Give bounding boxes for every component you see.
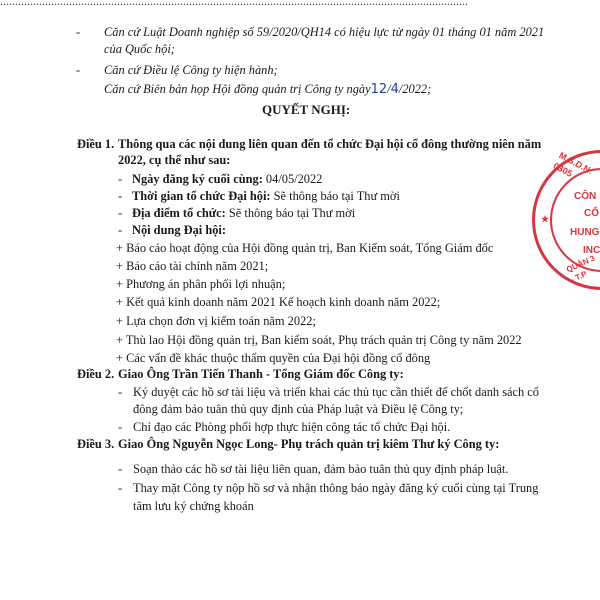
list-dash: - (118, 385, 123, 399)
list-dash: - (118, 189, 123, 203)
seal-arc-top-text: M.S.D.N: 0305 (551, 150, 595, 179)
agenda-line: + Báo cáo tài chính năm 2021; (116, 259, 269, 273)
preamble-law: Căn cứ Luật Doanh nghiệp số 59/2020/QH14 có hiệu lực từ ngày 01 tháng 01 năm 2021 (104, 25, 545, 39)
agenda-line: + Thù lao Hội đồng quản trị, Ban kiểm soát, Phụ trách quản trị Công ty năm 2022 (116, 333, 522, 347)
article-2-item-cont: đông đảm bảo tuân thủ quy định của Pháp luật và Điều lệ Công ty; (133, 402, 464, 416)
agenda-line: + Phương án phân phối lợi nhuận; (116, 277, 286, 291)
agenda-line: + Kết quả kinh doanh năm 2021 Kế hoạch kinh doanh năm 2022; (116, 295, 441, 309)
seal-line: HUNG (570, 227, 600, 238)
handwritten-month: 4 (390, 82, 399, 97)
agenda-line: + Các vấn đề khác thuộc thẩm quyền của Đại hội đồng cổ đông (116, 351, 431, 365)
preamble-minutes: Căn cứ Biên bản họp Hội đồng quản trị Công ty ngày12/4/2022; (104, 82, 432, 97)
article-2-item: Chỉ đạo các Phòng phối hợp thực hiện công tác tổ chức Đại hội. (133, 420, 451, 434)
list-dash: - (118, 462, 123, 476)
meeting-time-item: Thời gian tổ chức Đại hội: Sẽ thông báo tại Thư mời (132, 189, 400, 203)
venue-item: Địa điểm tổ chức: Sẽ thông báo tại Thư mời (132, 206, 356, 220)
list-dash: - (118, 172, 123, 186)
handwritten-day: 12 (370, 82, 388, 97)
resolution-title: QUYẾT NGHỊ: (262, 102, 351, 117)
agenda-line: + Lựa chọn đơn vị kiểm toán năm 2022; (116, 314, 316, 328)
article-2-item: Ký duyệt các hồ sơ tài liệu và triển khai các thủ tục cần thiết để chốt danh sách cổ (133, 385, 539, 399)
article-2-heading: Giao Ông Trần Tiến Thanh - Tổng Giám đốc Công ty: (118, 367, 404, 381)
article-3-item: Soạn thảo các hồ sơ tài liệu liên quan, đảm bảo tuân thủ quy định pháp luật. (133, 462, 509, 476)
article-3-item-cont: tâm lưu ký chứng khoán (133, 499, 254, 513)
record-date-item: Ngày đăng ký cuối cùng: 04/05/2022 (132, 172, 323, 186)
top-cut-off-text (0, 0, 600, 5)
seal-arc-bottom-text: QUẬN 3 - T.P (565, 253, 597, 284)
preamble-law-cont: của Quốc hội; (104, 42, 175, 56)
list-dash: - (118, 206, 123, 220)
seal-line: INC (583, 245, 600, 256)
preamble-dash: - (76, 25, 81, 39)
preamble-dash: - (76, 63, 81, 77)
list-dash: - (118, 223, 123, 237)
agenda-line: + Báo cáo hoạt động của Hội đồng quản trị, Ban Kiểm soát, Tổng Giám đốc (116, 241, 494, 255)
preamble-charter: Căn cứ Điều lệ Công ty hiện hành; (104, 63, 278, 77)
article-3-heading: Giao Ông Nguyễn Ngọc Long- Phụ trách quản trị kiêm Thư ký Công ty: (118, 437, 500, 451)
article-1-line2: 2022, cụ thể như sau: (118, 153, 231, 167)
list-dash: - (118, 481, 123, 495)
article-3-item: Thay mặt Công ty nộp hồ sơ và nhận thông báo ngày đăng ký cuối cùng tại Trung (133, 481, 539, 495)
seal-line: CỔ (584, 208, 599, 219)
article-2-label: Điều 2. (77, 367, 115, 381)
seal-star-icon: ★ (541, 214, 550, 224)
list-dash: - (118, 420, 123, 434)
article-1-label: Điều 1. (77, 137, 115, 151)
article-1-line1: Thông qua các nội dung liên quan đến tổ chức Đại hội cổ đông thường niên năm (118, 137, 542, 151)
seal-line: CÔN (574, 191, 597, 202)
agenda-item: Nội dung Đại hội: (132, 223, 226, 237)
article-3-label: Điều 3. (77, 437, 115, 451)
